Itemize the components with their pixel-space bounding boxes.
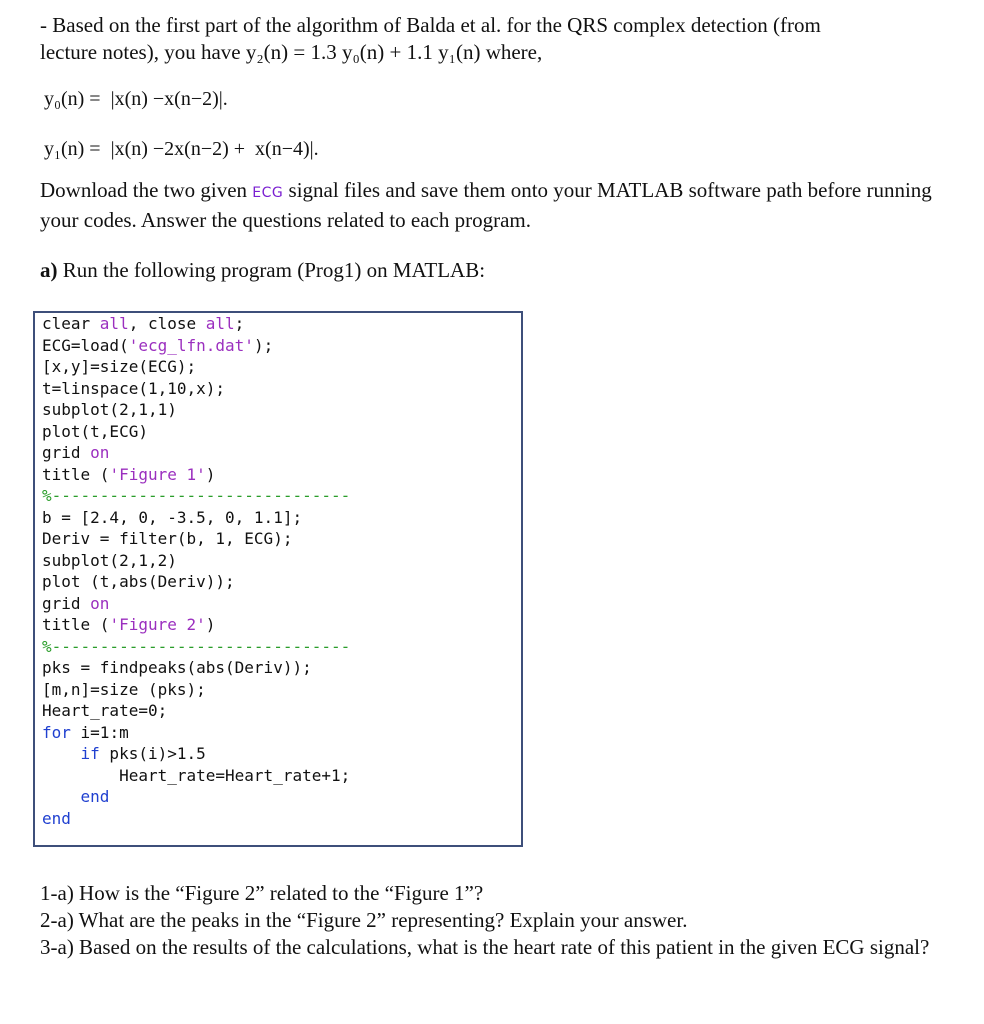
code-token: clear	[42, 314, 100, 333]
code-line-17: pks = findpeaks(abs(Deriv));	[42, 658, 312, 677]
part-a-heading	[40, 258, 485, 283]
ecg-term: ECG	[252, 185, 284, 201]
part-a-label: a)	[40, 258, 58, 282]
code-token: grid	[42, 443, 91, 462]
equation-y0: y₀(n) = |x(n) −x(n−2)|.	[44, 88, 228, 110]
download-text-pre: Download the two given	[40, 178, 253, 202]
code-line-6: plot(t,ECG)	[42, 421, 148, 441]
code-token: )	[205, 615, 216, 634]
question-2a: 2-a) What are the peaks in the “Figure 2” representing? Explain your answer.	[40, 908, 688, 932]
code-token: )	[205, 464, 216, 484]
code-line-16-comment: %-------------------------------	[42, 636, 351, 656]
equation-y1: y₁(n) = |x(n) −2x(n−2) + x(n−4)|.	[44, 138, 319, 160]
code-indent	[42, 787, 81, 806]
download-instructions	[40, 177, 970, 234]
code-token: title (	[42, 615, 110, 634]
part-a-text: Run the following program (Prog1) on MATLAB:	[57, 258, 486, 282]
intro-line-1: - Based on the first part of the algorithm of Balda et al. for the QRS complex detection (from	[40, 13, 821, 37]
code-line-19: Heart_rate=0;	[42, 701, 168, 720]
code-line-24	[42, 808, 521, 830]
code-line-13: plot (t,abs(Deriv));	[42, 572, 235, 591]
code-line-3: [x,y]=size(ECG);	[42, 357, 197, 376]
intro-paragraph	[40, 12, 970, 66]
code-line-7	[42, 442, 521, 464]
code-line-2	[42, 335, 521, 357]
intro-line-2: lecture notes), you have y₂(n) = 1.3 y₀(n) + 1.1 y₁(n) where,	[40, 40, 543, 64]
code-line-11: Deriv = filter(b, 1, ECG);	[42, 529, 293, 548]
code-line-10: b = [2.4, 0, -3.5, 0, 1.1];	[42, 507, 303, 527]
code-keyword: end	[80, 787, 110, 806]
code-keyword: all	[205, 314, 235, 333]
code-token: ;	[234, 314, 245, 333]
matlab-code-box	[33, 311, 523, 847]
code-indent	[42, 744, 81, 763]
code-string: 'Figure 1'	[109, 464, 206, 484]
code-token: );	[253, 335, 274, 355]
code-keyword: end	[42, 808, 71, 828]
code-line-23	[42, 786, 521, 808]
code-token: , close	[128, 314, 206, 333]
code-line-4: t=linspace(1,10,x);	[42, 378, 226, 398]
code-string: 'Figure 2'	[109, 615, 206, 634]
code-token: i=1:m	[70, 722, 129, 742]
code-keyword: if	[80, 744, 100, 763]
code-token: grid	[42, 593, 91, 613]
code-line-20	[42, 722, 521, 744]
code-string: 'ecg_lfn.dat'	[128, 335, 254, 355]
code-line-8	[42, 464, 521, 486]
code-token: pks(i)>1.5	[99, 744, 206, 763]
code-line-9-comment: %-------------------------------	[42, 486, 351, 505]
code-line-18: [m,n]=size (pks);	[42, 679, 206, 699]
code-line-5: subplot(2,1,1)	[42, 400, 177, 419]
code-keyword: on	[90, 593, 110, 613]
code-keyword: on	[90, 443, 110, 462]
code-line-15	[42, 614, 521, 636]
question-1a: 1-a) How is the “Figure 2” related to the “Figure 1”?	[40, 881, 484, 905]
code-keyword: all	[99, 314, 129, 333]
questions-list	[40, 880, 970, 961]
code-token: title (	[42, 464, 110, 484]
download-text-post: signal files and save them onto your MATLAB software path before running your codes. Answer the questions related to each program.	[40, 178, 932, 232]
code-line-12: subplot(2,1,2)	[42, 550, 177, 570]
code-line-22: Heart_rate=Heart_rate+1;	[42, 765, 351, 785]
code-token: ECG=load(	[42, 335, 129, 355]
code-line-21	[42, 743, 521, 765]
code-line-1	[42, 313, 521, 335]
question-3a: 3-a) Based on the results of the calculations, what is the heart rate of this patient in the given ECG signal?	[40, 935, 930, 959]
code-keyword: for	[42, 722, 71, 742]
code-line-14	[42, 593, 521, 615]
